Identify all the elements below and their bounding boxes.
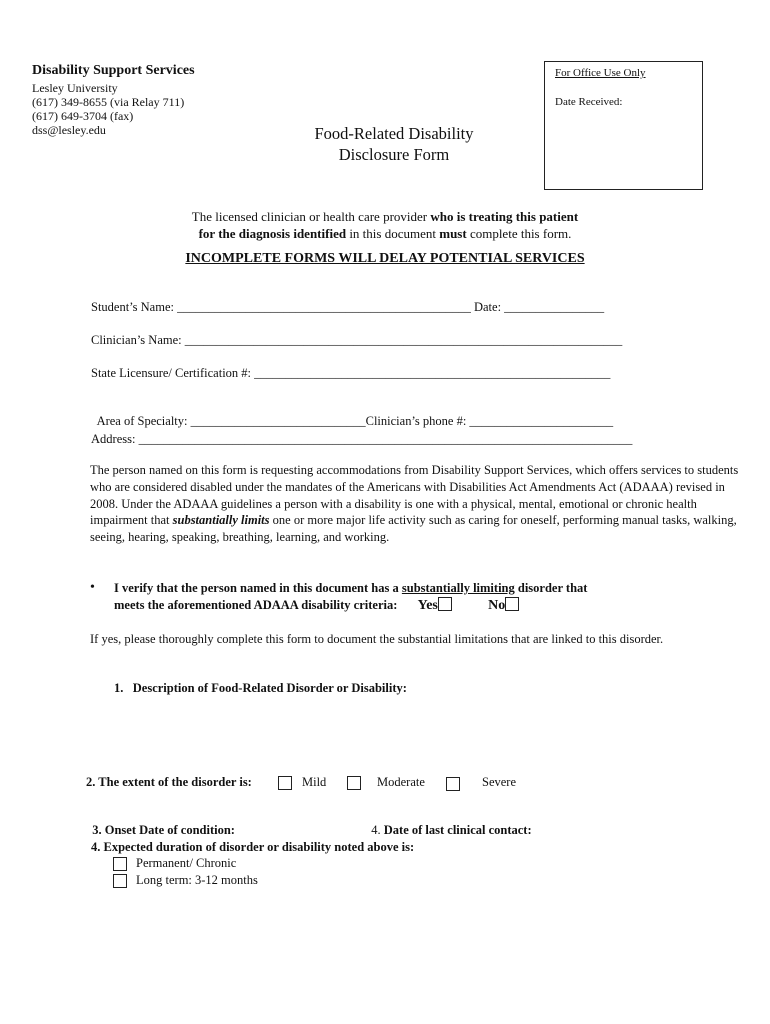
fax-number: (617) 649-3704 (fax) — [32, 109, 134, 123]
intro-text: The licensed clinician or health care provider — [191, 209, 431, 224]
yes-checkbox[interactable] — [438, 597, 452, 611]
question-2-label: 2. The extent of the disorder is: — [86, 775, 252, 789]
form-title-line2: Disclosure Form — [338, 145, 450, 164]
university-name: Lesley University — [32, 81, 118, 95]
permanent-checkbox[interactable] — [113, 857, 127, 871]
email-address: dss@lesley.edu — [32, 123, 106, 137]
duration-label: 4. Expected duration of disorder or disability noted above is: — [91, 840, 415, 854]
verify-criteria: meets the aforementioned ADAAA disability criteria: — [114, 597, 398, 612]
intro-emphasis: must — [439, 226, 467, 241]
long-term-checkbox[interactable] — [113, 874, 127, 888]
yes-label: Yes — [417, 597, 438, 613]
ada-emphasis: substantially limits — [172, 513, 270, 528]
severe-checkbox[interactable] — [446, 777, 460, 791]
phone-number: (617) 349-8655 (via Relay 711) — [32, 95, 185, 109]
permanent-label: Permanent/ Chronic — [136, 856, 237, 870]
intro-text: in this document — [346, 226, 440, 241]
last-contact-num: 4. — [371, 823, 384, 837]
address-field[interactable]: Address: _______________________________________________________________________________ — [91, 432, 633, 446]
office-use-box — [544, 61, 703, 190]
verify-statement — [114, 580, 734, 615]
last-contact-text: Date of last clinical contact: — [383, 823, 532, 837]
specialty-label: Area of Specialty: — [96, 414, 191, 428]
onset-date-label — [86, 808, 235, 838]
intro-emphasis: for the diagnosis identified — [198, 226, 347, 241]
org-name: Disability Support Services — [32, 63, 195, 78]
intro-text: complete this form. — [466, 226, 572, 241]
specialty-phone-row — [91, 399, 613, 429]
intro-line-2 — [0, 226, 770, 242]
intro-line-1 — [0, 209, 770, 225]
ada-text: The person named on this form is requesting accommodations from Disability Support Services, which offers services to students who are considered disabled under the mandates of the Americans with Disabilities Act Amendments Act (ADAAA) revised in 2008. Under the ADAAA guidelines a person with a disability is one with a physical, mental, emotional or chronic health impairment that — [90, 463, 739, 528]
verify-line-2 — [114, 597, 734, 615]
mild-label: Mild — [302, 775, 327, 789]
last-contact-label — [365, 808, 532, 838]
moderate-label: Moderate — [377, 775, 425, 789]
verify-text: I verify that the person named in this document has a — [114, 581, 402, 595]
ada-paragraph — [90, 462, 750, 546]
onset-date-text: 3. Onset Date of condition: — [92, 823, 235, 837]
bullet-icon: • — [90, 580, 95, 595]
no-label: No — [488, 597, 506, 613]
long-term-label: Long term: 3-12 months — [136, 873, 258, 887]
office-use-title: For Office Use Only — [555, 67, 646, 79]
incomplete-forms-warning: INCOMPLETE FORMS WILL DELAY POTENTIAL SERVICES — [185, 251, 585, 266]
ada-text: one or more major life activity such as caring for oneself, performing manual tasks, walking, seeing, hearing, speaking, breathing, learning, and working. — [90, 513, 737, 545]
verify-line-1 — [114, 580, 734, 597]
mild-checkbox[interactable] — [278, 776, 292, 790]
clinician-name-field[interactable]: Clinician’s Name: ______________________________________________________________________ — [91, 333, 623, 347]
date-received-label: Date Received: — [555, 96, 623, 108]
form-title-line1: Food-Related Disability — [314, 124, 474, 143]
severe-label: Severe — [482, 775, 517, 789]
student-name-field[interactable]: Student’s Name: _______________________________________________ Date: ________________ — [91, 300, 605, 314]
verify-emphasis: substantially limiting — [401, 581, 515, 595]
verify-text: disorder that — [514, 581, 588, 595]
question-1-label: 1. Description of Food-Related Disorder or Disability: — [114, 681, 407, 695]
clinician-phone-field[interactable]: Clinician’s phone #: _______________________ — [365, 414, 614, 428]
moderate-checkbox[interactable] — [347, 776, 361, 790]
intro-emphasis: who is treating this patient — [430, 209, 579, 224]
no-checkbox[interactable] — [505, 597, 519, 611]
licensure-field[interactable]: State Licensure/ Certification #: _________________________________________________________ — [91, 366, 611, 380]
if-yes-instructions: If yes, please thoroughly complete this form to document the substantial limitations that are linked to this disorder. — [90, 632, 664, 646]
specialty-field[interactable]: ____________________________ — [190, 414, 366, 428]
